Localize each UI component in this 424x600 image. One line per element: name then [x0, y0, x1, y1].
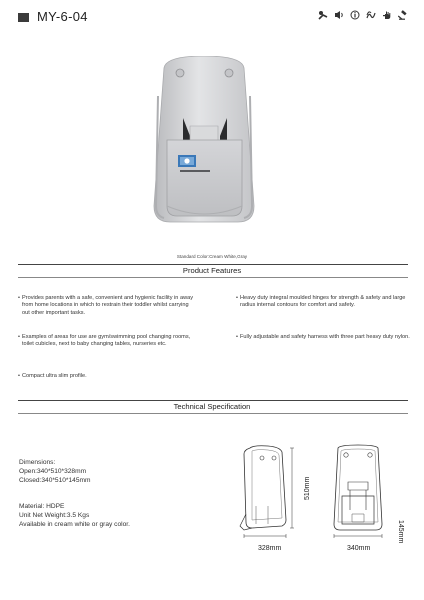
gavel-icon	[398, 10, 408, 20]
color-caption: Standard Color:Cream White,Gray	[176, 254, 248, 259]
baby-icon	[318, 10, 328, 20]
open-dimensions: Open:340*510*328mm	[19, 468, 87, 475]
height-dimension: 510mm	[304, 476, 311, 500]
bullet: •	[18, 334, 20, 340]
section-top-rule	[18, 400, 408, 401]
product-label-text	[180, 170, 210, 172]
info-icon	[350, 10, 360, 20]
side-view-drawing	[238, 444, 298, 544]
sound-icon	[334, 10, 344, 20]
available-colors: Available in cream white or gray color.	[19, 521, 130, 528]
feature-text: Examples of areas for use are gym/swimming pool changing rooms, toilet cubicles, next to baby changing tables, nurseries etc.	[22, 334, 191, 348]
feature-item	[236, 295, 412, 310]
feature-text: Compact ultra slim profile.	[22, 373, 87, 379]
front-view-drawing	[330, 444, 386, 544]
hand-icon	[382, 10, 392, 20]
spec-title: Technical Specification	[173, 402, 251, 411]
side-width-dimension: 328mm	[258, 545, 282, 552]
bullet: •	[236, 295, 238, 301]
front-width-dimension: 340mm	[347, 545, 371, 552]
dimensions-label: Dimensions:	[19, 459, 56, 466]
section-bottom-rule	[18, 277, 408, 278]
feature-item	[18, 373, 194, 380]
net-weight: Unit Net Weight:3.5 Kgs	[19, 512, 90, 519]
feature-item	[18, 295, 194, 317]
product-image	[150, 56, 258, 226]
feature-icons	[318, 10, 408, 20]
closed-dimensions: Closed:340*510*145mm	[19, 477, 91, 484]
depth-dimension: 145mm	[397, 520, 404, 544]
wave-icon	[366, 10, 376, 20]
bullet: •	[18, 295, 20, 301]
features-title: Product Features	[182, 266, 242, 275]
material: Material: HDPE	[19, 503, 65, 510]
section-bottom-rule	[18, 413, 408, 414]
bullet: •	[236, 334, 238, 340]
feature-item	[236, 334, 412, 341]
model-number: MY-6-04	[37, 9, 88, 24]
section-top-rule	[18, 264, 408, 265]
header-marker	[18, 13, 29, 22]
feature-text: Heavy duty integral moulded hinges for strength & safety and large radius internal contours for comfort and safety.	[240, 295, 406, 309]
feature-item	[18, 334, 194, 349]
feature-text: Provides parents with a safe, convenient and hygienic facility in away from home locations in which to restrain their toddler whilst carrying out other important tasks.	[22, 295, 194, 316]
bullet: •	[18, 373, 20, 379]
feature-text: Fully adjustable and safety harness with three part heavy duty nylon.	[240, 334, 410, 340]
